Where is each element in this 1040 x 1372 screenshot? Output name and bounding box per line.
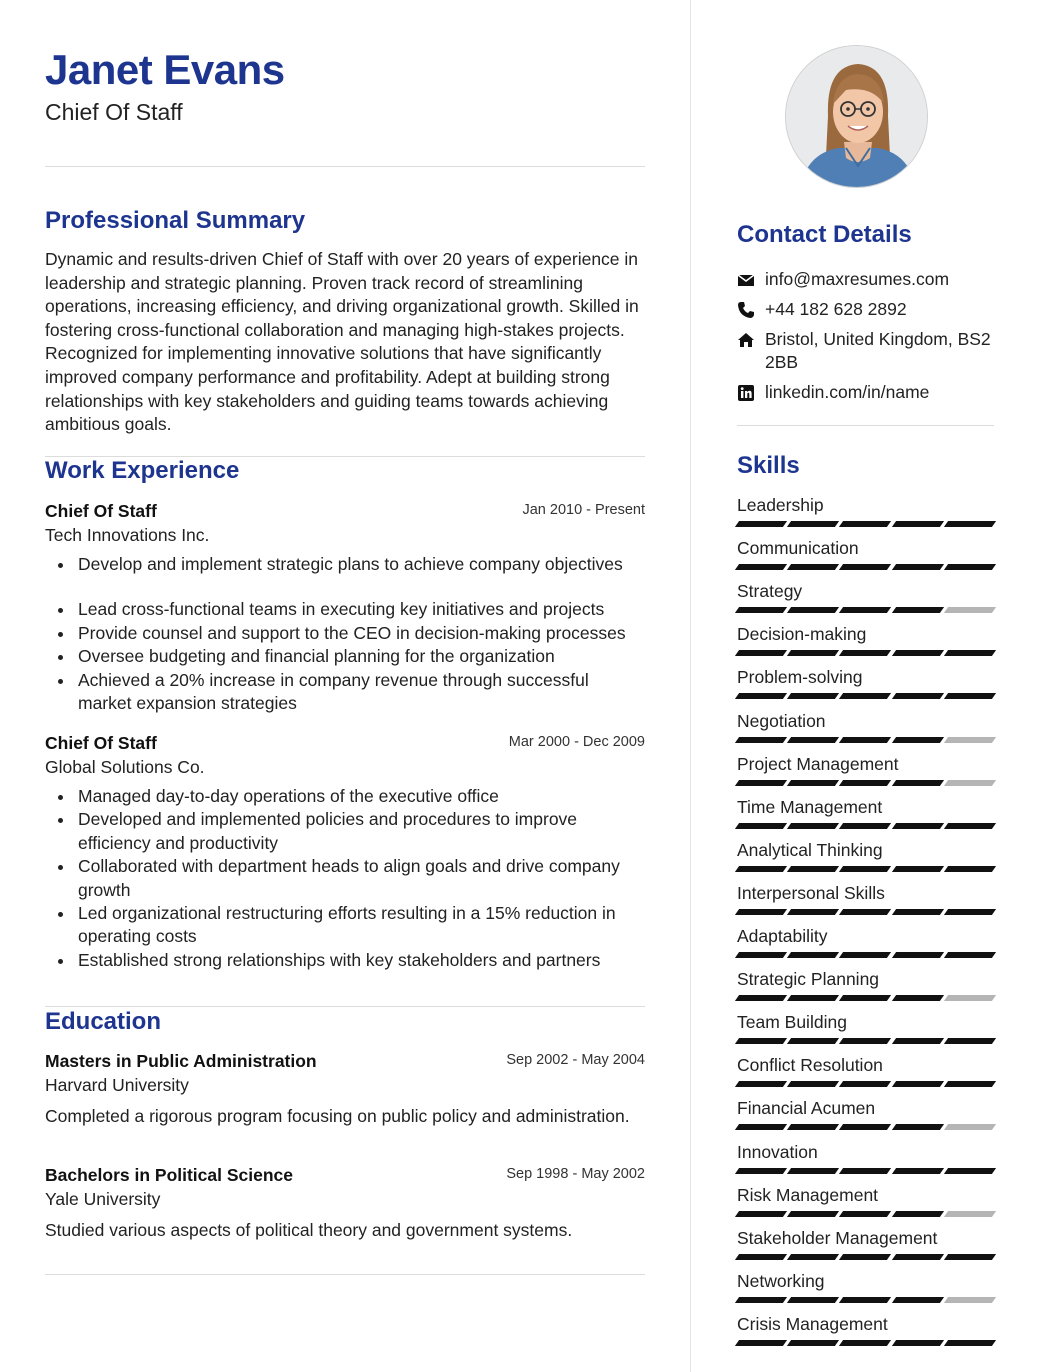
skill-name: Strategy	[737, 581, 803, 602]
skill-level-segment	[787, 866, 839, 872]
skill-name: Risk Management	[737, 1184, 879, 1205]
home-icon	[737, 331, 755, 349]
contact-address	[737, 328, 994, 375]
linkedin-icon	[737, 384, 755, 402]
skill-item	[737, 796, 994, 836]
column-divider	[690, 0, 691, 1372]
education-entry	[45, 1163, 645, 1242]
skill-level-segment	[892, 737, 944, 743]
skills-heading: Skills	[737, 452, 800, 479]
skill-level-segment	[735, 823, 787, 829]
skill-level-segment	[787, 607, 839, 613]
skill-level-segment	[839, 737, 891, 743]
skill-level-segment	[735, 607, 787, 613]
skill-level-segment	[944, 780, 996, 786]
skill-name: Leadership	[737, 495, 824, 515]
skill-level-segment	[892, 607, 944, 613]
degree-title: Bachelors in Political Science	[45, 1165, 294, 1185]
skill-level-segment	[892, 1081, 944, 1087]
skill-level-segment	[892, 1297, 944, 1303]
list-item: Achieved a 20% increase in company revenue through successful market expansion strategies	[45, 669, 645, 716]
skill-level-bar	[737, 607, 994, 613]
skill-level-segment	[839, 1297, 891, 1303]
skill-level-segment	[735, 737, 787, 743]
skill-name: Conflict Resolution	[737, 1055, 883, 1076]
skill-level-bar	[737, 1254, 994, 1260]
skill-level-segment	[787, 693, 839, 699]
skill-level-segment	[892, 693, 944, 699]
skill-level-segment	[944, 1340, 996, 1346]
education-heading: Education	[45, 1008, 162, 1035]
phone-icon	[737, 301, 755, 319]
skill-level-segment	[944, 1081, 996, 1087]
skill-level-segment	[944, 521, 996, 527]
list-item: Oversee budgeting and financial planning for the organization	[45, 645, 645, 668]
skill-level-segment	[787, 1254, 839, 1260]
job-dates: Jan 2010 - Present	[522, 502, 645, 518]
education-dates: Sep 1998 - May 2002	[506, 1166, 645, 1182]
skill-level-segment	[944, 1297, 996, 1303]
skill-level-segment	[787, 1168, 839, 1174]
skill-level-segment	[944, 1211, 996, 1217]
skill-level-segment	[839, 780, 891, 786]
list-item: Lead cross-functional teams in executing key initiatives and projects	[45, 598, 645, 621]
skill-level-segment	[944, 693, 996, 699]
skill-level-segment	[944, 1038, 996, 1044]
skill-level-segment	[839, 1211, 891, 1217]
skill-level-segment	[787, 737, 839, 743]
skill-name: Problem-solving	[737, 667, 863, 688]
skill-item	[737, 666, 994, 706]
contact-linkedin[interactable]	[737, 381, 994, 404]
skill-level-segment	[735, 1081, 787, 1087]
skill-level-segment	[892, 1038, 944, 1044]
skill-level-segment	[944, 995, 996, 1001]
skill-level-segment	[787, 1297, 839, 1303]
skill-item	[737, 1141, 994, 1181]
job-entry	[45, 731, 645, 972]
linkedin-text: linkedin.com/in/name	[765, 382, 930, 402]
contact-divider	[737, 425, 994, 426]
skill-level-segment	[787, 1124, 839, 1130]
skill-level-segment	[892, 1124, 944, 1130]
footer-divider	[45, 1274, 645, 1275]
candidate-title: Chief Of Staff	[45, 99, 183, 125]
skill-item	[737, 580, 994, 620]
experience-heading: Work Experience	[45, 457, 240, 484]
skill-level-segment	[892, 909, 944, 915]
skill-level-segment	[892, 1168, 944, 1174]
education-dates: Sep 2002 - May 2004	[506, 1052, 645, 1068]
skill-level-bar	[737, 737, 994, 743]
skill-item	[737, 968, 994, 1008]
skill-name: Stakeholder Management	[737, 1227, 938, 1248]
skill-name: Innovation	[737, 1141, 818, 1162]
skill-item	[737, 1227, 994, 1267]
skill-level-segment	[944, 909, 996, 915]
skill-item	[737, 1054, 994, 1094]
skill-level-segment	[735, 866, 787, 872]
skill-level-segment	[839, 564, 891, 570]
education-description: Completed a rigorous program focusing on public policy and administration.	[45, 1106, 630, 1126]
skill-level-segment	[839, 995, 891, 1001]
summary-heading: Professional Summary	[45, 207, 306, 234]
skill-level-segment	[787, 823, 839, 829]
skill-level-segment	[944, 823, 996, 829]
header-divider	[45, 166, 645, 167]
skill-item	[737, 710, 994, 750]
portrait-icon	[786, 46, 928, 188]
skill-name: Decision-making	[737, 624, 867, 645]
list-item: Develop and implement strategic plans to achieve company objectives	[45, 553, 645, 576]
skill-level-segment	[944, 650, 996, 656]
skill-level-segment	[735, 909, 787, 915]
skill-level-bar	[737, 1168, 994, 1174]
skill-level-segment	[839, 1340, 891, 1346]
skill-level-segment	[839, 823, 891, 829]
skill-level-segment	[735, 521, 787, 527]
skill-level-bar	[737, 780, 994, 786]
skill-level-segment	[735, 1297, 787, 1303]
skill-level-bar	[737, 952, 994, 958]
job-bullets	[45, 785, 645, 972]
skill-level-segment	[735, 1340, 787, 1346]
skill-level-segment	[787, 521, 839, 527]
skill-name: Time Management	[737, 796, 883, 817]
skill-name: Team Building	[737, 1012, 847, 1033]
skill-level-segment	[839, 1124, 891, 1130]
skill-level-segment	[735, 1124, 787, 1130]
skill-level-segment	[787, 650, 839, 656]
skill-level-bar	[737, 1340, 994, 1346]
skill-level-segment	[892, 995, 944, 1001]
education-description: Studied various aspects of political theory and government systems.	[45, 1220, 573, 1240]
skill-item	[737, 839, 994, 879]
skill-level-segment	[839, 1038, 891, 1044]
skill-level-segment	[839, 1254, 891, 1260]
skill-level-bar	[737, 1211, 994, 1217]
skill-level-segment	[735, 780, 787, 786]
skill-name: Communication	[737, 538, 859, 559]
skill-item	[737, 1184, 994, 1224]
skill-level-segment	[787, 1211, 839, 1217]
list-item: Collaborated with department heads to align goals and drive company growth	[45, 855, 645, 902]
skill-level-segment	[735, 564, 787, 570]
skill-item	[737, 925, 994, 965]
list-item: Established strong relationships with key stakeholders and partners	[45, 949, 645, 972]
contact-email[interactable]	[737, 268, 994, 291]
skill-level-segment	[839, 693, 891, 699]
skill-level-bar	[737, 1081, 994, 1087]
skill-level-segment	[735, 1168, 787, 1174]
skill-name: Analytical Thinking	[737, 839, 883, 860]
skill-name: Financial Acumen	[737, 1098, 876, 1119]
skill-level-bar	[737, 1124, 994, 1130]
skill-level-segment	[944, 737, 996, 743]
school-name: Yale University	[45, 1189, 161, 1209]
skill-level-segment	[892, 866, 944, 872]
skill-level-segment	[735, 693, 787, 699]
skill-level-segment	[787, 995, 839, 1001]
skill-level-bar	[737, 1038, 994, 1044]
skill-level-segment	[787, 952, 839, 958]
skill-item	[737, 1270, 994, 1310]
skill-level-bar	[737, 1297, 994, 1303]
skill-level-segment	[892, 650, 944, 656]
skill-item	[737, 494, 994, 534]
skill-level-segment	[944, 1124, 996, 1130]
skill-name: Networking	[737, 1270, 825, 1291]
skill-level-segment	[892, 952, 944, 958]
list-item: Developed and implemented policies and procedures to improve efficiency and productivity	[45, 808, 645, 855]
skill-level-segment	[735, 650, 787, 656]
skill-level-bar	[737, 995, 994, 1001]
education-entry	[45, 1049, 645, 1128]
skill-level-segment	[892, 521, 944, 527]
email-text: info@maxresumes.com	[765, 269, 950, 289]
skill-level-bar	[737, 909, 994, 915]
skill-level-segment	[735, 952, 787, 958]
skill-level-segment	[944, 1254, 996, 1260]
skill-level-bar	[737, 564, 994, 570]
skill-level-segment	[735, 1254, 787, 1260]
skill-item	[737, 882, 994, 922]
skill-level-segment	[787, 564, 839, 570]
skill-level-bar	[737, 521, 994, 527]
skill-name: Strategic Planning	[737, 969, 880, 990]
skill-level-bar	[737, 823, 994, 829]
skill-level-segment	[839, 952, 891, 958]
phone-text: +44 182 628 2892	[765, 299, 907, 319]
envelope-icon	[737, 271, 755, 289]
job-title: Chief Of Staff	[45, 733, 157, 753]
skill-level-segment	[944, 866, 996, 872]
skill-level-segment	[839, 1168, 891, 1174]
candidate-name: Janet Evans	[45, 46, 285, 93]
summary-text: Dynamic and results-driven Chief of Staff with over 20 years of experience in leadership and strategic planning. Proven track record of streamlining operations, increasing efficiency, and driving organizational growth. Skilled in fostering cross-functional collaboration and managing high-stakes projects. Recognized for implementing innovative solutions that have significantly improved company performance and profitability. Adept at building strong relationships with key stakeholders and guiding teams towards achieving ambitious goals.	[45, 249, 639, 435]
degree-title: Masters in Public Administration	[45, 1051, 317, 1071]
list-item: Provide counsel and support to the CEO in decision-making processes	[45, 622, 645, 645]
skill-item	[737, 753, 994, 793]
skill-name: Project Management	[737, 753, 899, 774]
skill-item	[737, 537, 994, 577]
skill-level-segment	[892, 1340, 944, 1346]
skill-level-segment	[892, 823, 944, 829]
skill-level-segment	[787, 1340, 839, 1346]
job-company: Tech Innovations Inc.	[45, 525, 210, 545]
skill-level-segment	[839, 909, 891, 915]
skill-level-segment	[787, 780, 839, 786]
skill-level-segment	[892, 780, 944, 786]
list-item: Managed day-to-day operations of the executive office	[45, 785, 645, 808]
skill-item	[737, 1011, 994, 1051]
skill-level-segment	[892, 1211, 944, 1217]
skill-name: Negotiation	[737, 710, 826, 731]
skill-item	[737, 623, 994, 663]
experience-divider	[45, 1006, 645, 1007]
skill-level-bar	[737, 866, 994, 872]
skill-item	[737, 1097, 994, 1137]
skill-level-segment	[787, 909, 839, 915]
skill-level-segment	[735, 995, 787, 1001]
list-item: Led organizational restructuring efforts resulting in a 15% reduction in operating costs	[45, 902, 645, 949]
job-dates: Mar 2000 - Dec 2009	[508, 734, 645, 750]
skill-level-segment	[944, 607, 996, 613]
skill-name: Interpersonal Skills	[737, 882, 885, 903]
skill-level-segment	[839, 1081, 891, 1087]
profile-photo	[785, 45, 928, 188]
address-text: Bristol, United Kingdom, BS2 2BB	[765, 329, 991, 373]
skill-name: Crisis Management	[737, 1313, 888, 1334]
skill-level-segment	[735, 1038, 787, 1044]
contact-phone[interactable]	[737, 298, 994, 321]
skill-level-segment	[944, 952, 996, 958]
school-name: Harvard University	[45, 1075, 189, 1095]
skill-level-bar	[737, 650, 994, 656]
skill-level-segment	[839, 607, 891, 613]
job-entry	[45, 499, 645, 715]
skill-level-segment	[944, 564, 996, 570]
skill-name: Adaptability	[737, 926, 828, 946]
skill-level-segment	[787, 1081, 839, 1087]
skill-level-segment	[839, 650, 891, 656]
contact-heading: Contact Details	[737, 221, 912, 248]
job-title: Chief Of Staff	[45, 501, 157, 521]
skill-level-segment	[787, 1038, 839, 1044]
skill-item	[737, 1313, 994, 1353]
job-bullets	[45, 553, 645, 715]
skill-level-segment	[892, 1254, 944, 1260]
skill-level-segment	[839, 866, 891, 872]
skill-level-segment	[892, 564, 944, 570]
job-company: Global Solutions Co.	[45, 757, 205, 777]
skill-level-segment	[839, 521, 891, 527]
skill-level-segment	[944, 1168, 996, 1174]
skill-level-segment	[735, 1211, 787, 1217]
skill-level-bar	[737, 693, 994, 699]
